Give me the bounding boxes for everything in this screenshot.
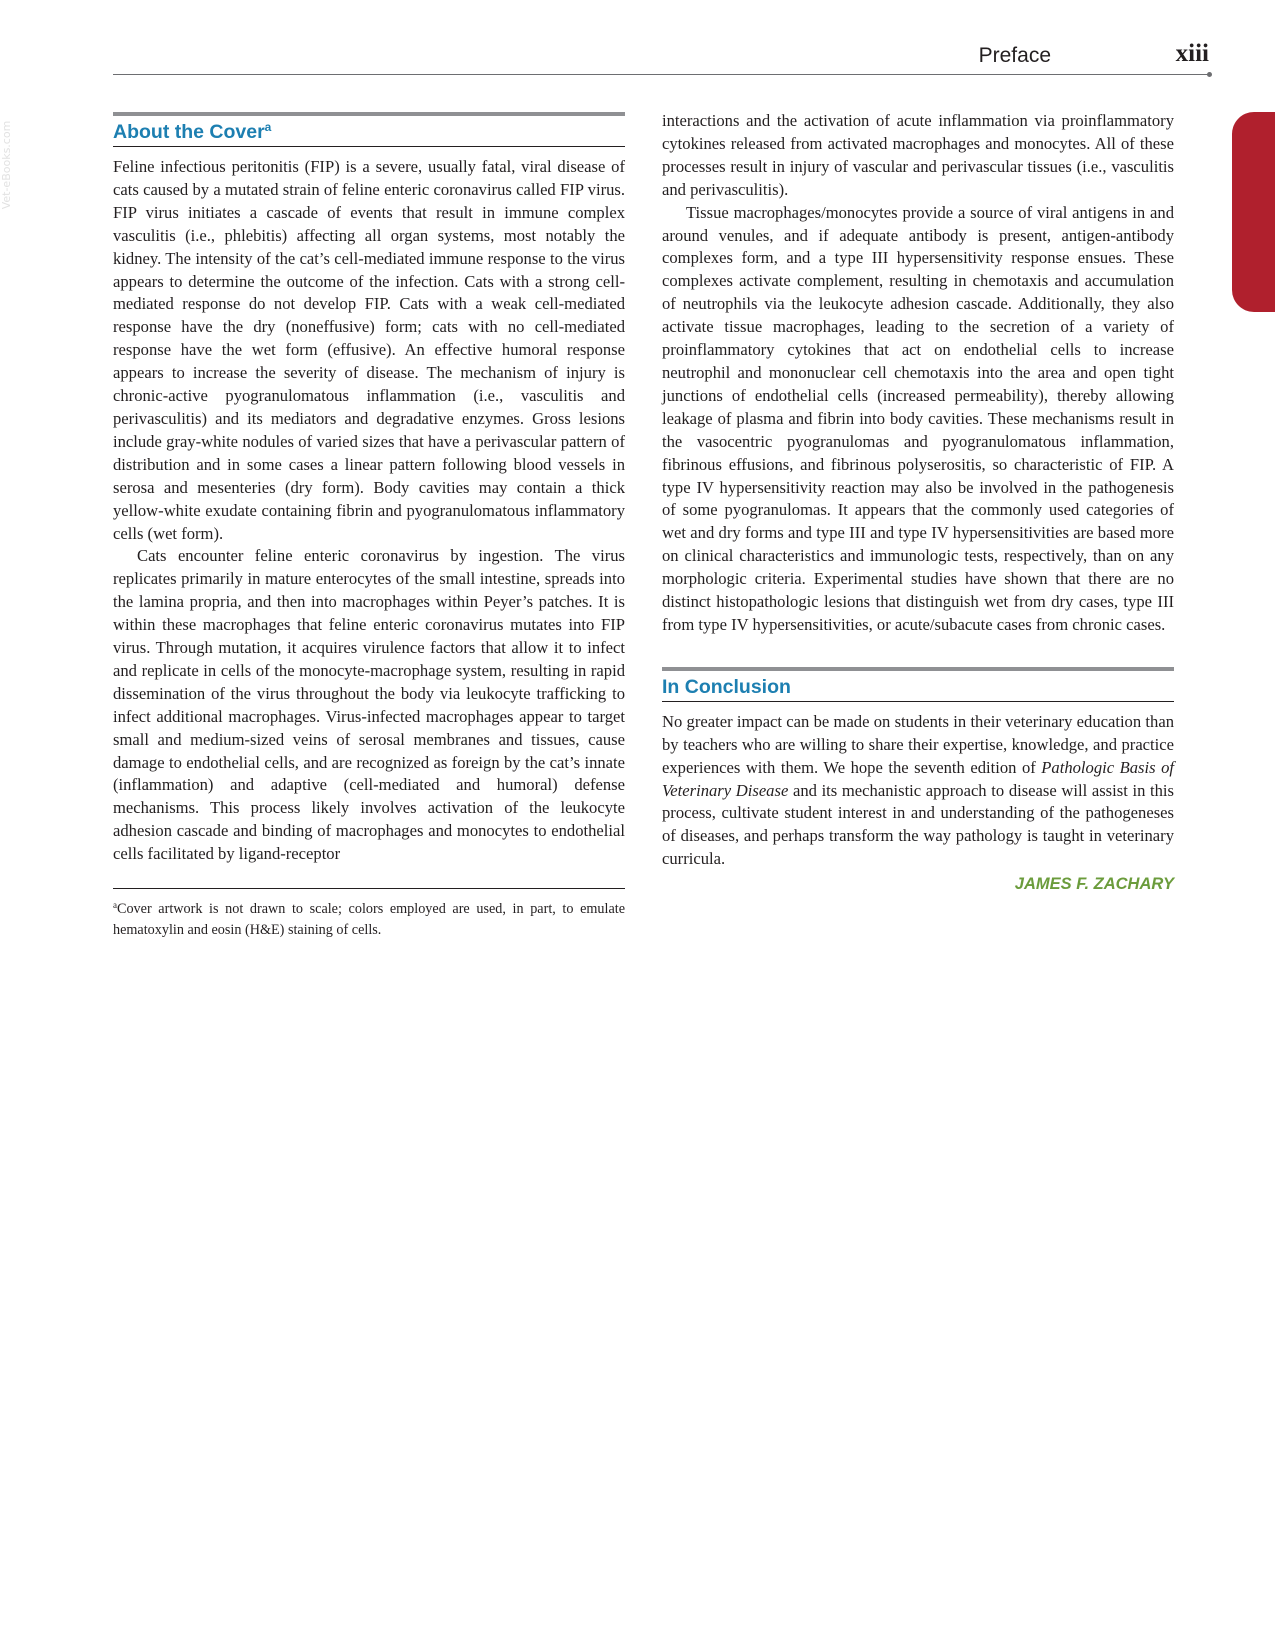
conclusion-text-end: and its mechanistic approach to disease will assist in this process, cultivate student interest in and understanding of the pathogeneses of diseases, and perhaps transform the way pathology is taught in veterinary curricula. <box>662 780 1174 869</box>
conclusion-paragraph <box>662 711 1174 871</box>
about-cover-paragraph-1: Feline infectious peritonitis (FIP) is a severe, usually fatal, viral disease of cats caused by a mutated strain of feline enteric coronavirus called FIP virus. FIP virus initiates a cascade of events that result in immune complex vasculitis (i.e., phlebitis) affecting all organ systems, most notably the kidney. The intensity of the cat’s cell-mediated immune response to the virus appears to determine the outcome of the infection. Cats with a strong cell-mediated response do not develop FIP. Cats with a weak cell-mediated response have the dry (noneffusive) form; cats with no cell-mediated response have the wet form (effusive). An effective humoral response appears to increase the severity of disease. The mechanism of injury is chronic-active pyogranulomatous inflammation (i.e., vasculitis and perivasculitis) and its mediators and degradative enzymes. Gross lesions include gray-white nodules of varied sizes that have a perivascular pattern of distribution and in some cases a linear pattern following blood vessels in serosa and mesenteries (dry form). Body cavities may contain a thick yellow-white exudate containing fibrin and pyogranulomatous inflammatory cells (wet form). <box>113 157 625 543</box>
right-column <box>662 110 1174 894</box>
about-cover-footnote-marker: a <box>264 120 272 134</box>
side-watermark: Vet-eBooks.com <box>0 120 13 210</box>
about-cover-heading-text: About the Cover <box>113 121 265 143</box>
page-number: xiii <box>1175 40 1209 67</box>
footnote-marker: a <box>113 900 117 911</box>
header-rule <box>113 74 1209 75</box>
conclusion-text-start: No greater impact can be made on students in their veterinary education than by teachers who are willing to share their expertise, knowledge, and practice experiences with them. We hope the seventh edition of <box>662 711 1174 777</box>
running-head-section: Preface <box>978 44 1051 67</box>
about-cover-heading-block <box>113 112 625 147</box>
conclusion-heading-block <box>662 667 1174 702</box>
book-title: Pathologic Basis of Veterinary Disease <box>662 757 1175 800</box>
footnote-text: Cover artwork is not drawn to scale; colors employed are used, in part, to emulate hematoxylin and eosin (H&E) staining of cells. <box>113 901 625 939</box>
author-signature: JAMES F. ZACHARY <box>1014 875 1174 894</box>
conclusion-heading: In Conclusion <box>662 675 791 698</box>
footnote-block <box>113 888 625 941</box>
footnote <box>113 899 625 941</box>
chapter-thumb-tab <box>1232 112 1275 312</box>
left-column <box>113 112 625 941</box>
about-cover-paragraph-2-continued: interactions and the activation of acute inflammation via proinflammatory cytokines released from activated macrophages and monocytes. All of these processes result in injury of vascular and perivascular tissues (i.e., vasculitis and perivasculitis). <box>662 111 1174 199</box>
about-cover-paragraph-2: Cats encounter feline enteric coronavirus by ingestion. The virus replicates primarily in mature enterocytes of the small intestine, spreads into the lamina propria, and then into macrophages within Peyer’s patches. It is within these macrophages that feline enteric coronavirus mutates into FIP virus. Through mutation, it acquires virulence factors that allow it to infect and replicate in cells of the monocyte-macrophage system, resulting in rapid dissemination of the virus throughout the body via leukocyte trafficking to infect additional macrophages. Virus-infected macrophages appear to target small and medium-sized veins of serosal membranes and tissues, cause damage to endothelial cells, and are recognized as foreign by the cat’s innate (inflammation) and adaptive (cell-mediated and humoral) defense mechanisms. This process likely involves activation of the leukocyte adhesion cascade and binding of macrophages and monocytes to endothelial cells facilitated by ligand-receptor <box>113 546 625 864</box>
running-head <box>113 40 1209 76</box>
about-cover-paragraph-3: Tissue macrophages/monocytes provide a source of viral antigens in and around venules, and if adequate antibody is present, antigen-antibody complexes form, and a type III hypersensitivity response ensues. These complexes activate complement, resulting in chemotaxis and accumulation of neutrophils via the leukocyte adhesion cascade. Additionally, they also activate tissue macrophages, leading to the secretion of a variety of proinflammatory cytokines that act on endothelial cells to increase neutrophil and mononuclear cell chemotaxis into the area and open tight junctions of endothelial cells (increased permeability), thereby allowing leakage of plasma and fibrin into body cavities. These mechanisms result in the vasocentric pyogranulomas and pyogranulomatous inflammation, fibrinous effusions, and fibrinous polyserositis, so characteristic of FIP. A type IV hypersensitivity reaction may also be involved in the pathogenesis of some pyogranulomas. It appears that the commonly used categories of wet and dry forms and type III and type IV hypersensitivities are based more on clinical characteristics and immunologic tests, respectively, than on any morphologic criteria. Experimental studies have shown that there are no distinct histopathologic lesions that distinguish wet from dry cases, type III from type IV hypersensitivities, or acute/subacute cases from chronic cases. <box>662 202 1174 634</box>
about-cover-heading <box>113 120 625 144</box>
header-rule-end-dot <box>1207 72 1212 77</box>
